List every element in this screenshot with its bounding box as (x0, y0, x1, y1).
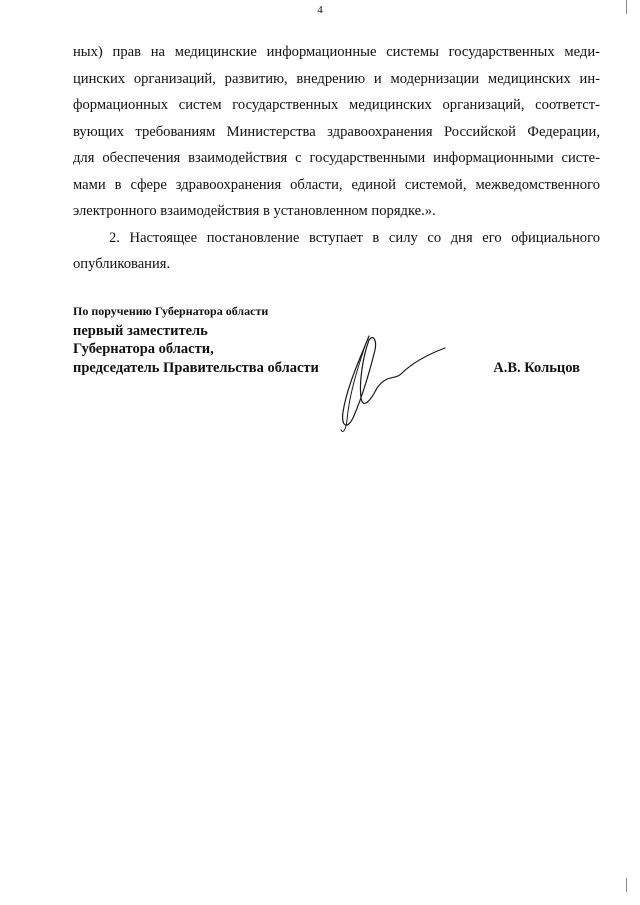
signature-title-line: первый заместитель (73, 323, 208, 339)
body-line: мами в сфере здравоохранения области, единой системой, межведомственного (73, 176, 600, 193)
signatory-name: А.В. Кольцов (493, 360, 580, 376)
body-line: ных) прав на медицинские информационные системы государственных меди- (73, 44, 600, 60)
scan-edge-mark (626, 0, 627, 14)
body-line: цинских организаций, развитию, внедрению и модернизации медицинских ин- (73, 70, 600, 87)
signature-title-line: председатель Правительства области (73, 360, 319, 376)
body-text (73, 39, 600, 278)
body-line: вующих требованиям Министерства здравоохранения Российской Федерации, (73, 123, 600, 140)
signature-title-line: Губернатора области, (73, 341, 214, 357)
body-line: электронного взаимодействия в установленном порядке.». (73, 203, 436, 219)
body-line: опубликования. (73, 256, 171, 272)
signature-caption: По поручению Губернатора области (73, 304, 269, 318)
signature-block (73, 304, 600, 434)
page-number: 4 (317, 4, 323, 16)
body-line: для обеспечения взаимодействия с государственными информационными систе- (73, 150, 600, 166)
scan-edge-mark (626, 878, 627, 892)
body-line: формационных систем государственных медицинских организаций, соответст- (73, 97, 600, 113)
handwritten-signature (335, 326, 455, 436)
body-line: 2. Настоящее постановление вступает в силу со дня его официального (109, 229, 600, 246)
